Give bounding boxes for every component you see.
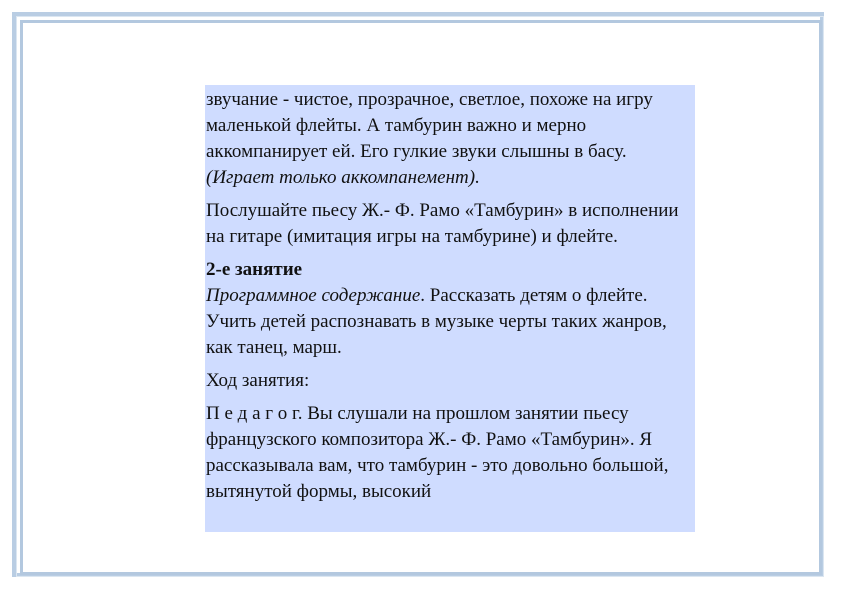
paragraph-1-italic: (Играет только аккомпанемент).: [206, 167, 480, 188]
paragraph-1-text: звучание - чистое, прозрачное, светлое, похоже на игру маленькой флейты. А тамбурин важно и мерно аккомпанирует ей. Его гулкие звуки слышны в басу.: [206, 89, 653, 162]
paragraph-5-spaced: П е д а г о г: [206, 403, 298, 424]
text-block: [205, 85, 695, 532]
paragraph-3-italic: Программное содержание: [206, 285, 421, 306]
paragraph-1: [206, 87, 695, 191]
paragraph-2: Послушайте пьесу Ж.- Ф. Рамо «Тамбурин» в исполнении на гитаре (имитация игры на тамбурине) и флейте.: [206, 200, 679, 247]
paragraph-5: [206, 401, 695, 505]
paragraph-3: [206, 283, 695, 361]
paragraph-5-text: . Вы слушали на прошлом занятии пьесу французского композитора Ж.- Ф. Рамо «Тамбурин». Я рассказывала вам, что тамбурин - это довольно большой, вытянутой формы, высокий: [206, 403, 669, 502]
section-heading: 2-е занятие: [206, 259, 303, 280]
paragraph-3-text: . Рассказать детям о флейте. Учить детей распознавать в музыке черты таких жанров, как танец, марш.: [206, 285, 667, 358]
paragraph-4: Ход занятия:: [206, 370, 310, 391]
